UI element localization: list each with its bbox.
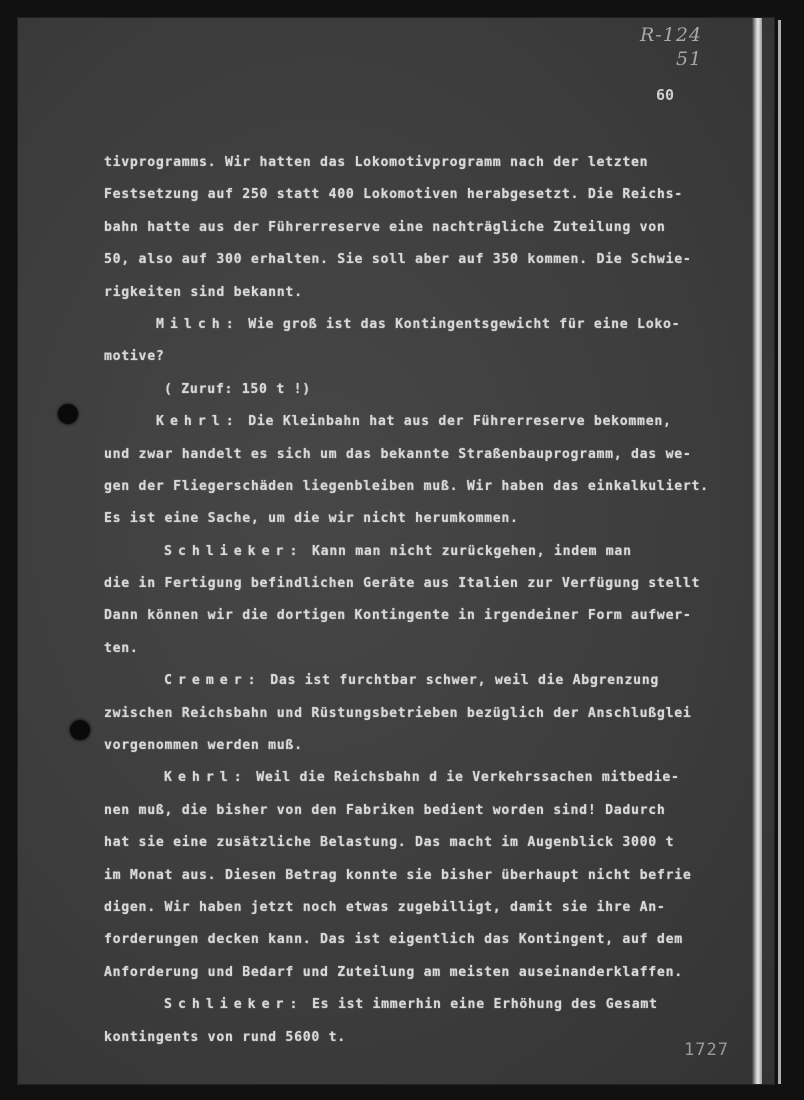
document-stamp-number: 1727 xyxy=(684,1040,729,1060)
text-line: Dann können wir die dortigen Kontingente in irgendeiner Form aufwer- xyxy=(104,608,692,624)
text-line: digen. Wir haben jetzt noch etwas zugebilligt, damit sie ihre An- xyxy=(104,899,666,915)
speaker-name: Kehrl: xyxy=(164,770,248,786)
speaker-name: Schlieker: xyxy=(164,543,304,559)
interjection: ( Zuruf: 150 t !) xyxy=(164,381,311,397)
speaker-name: Schlieker: xyxy=(164,997,304,1013)
text-line: Es ist eine Sache, um die wir nicht herumkommen. xyxy=(104,511,519,527)
text-line: kontingents von rund 5600 t. xyxy=(104,1029,346,1045)
transcript-body xyxy=(104,147,744,1054)
text-line: die in Fertigung befindlichen Geräte aus Italien zur Verfügung stellt xyxy=(104,576,701,592)
text-line: rigkeiten sind bekannt. xyxy=(104,284,303,300)
punch-hole-top xyxy=(58,404,78,424)
text-line: nen muß, die bisher von den Fabriken bedient worden sind! Dadurch xyxy=(104,802,666,818)
text-line: und zwar handelt es sich um das bekannte Straßenbauprogramm, das we- xyxy=(104,446,692,462)
text-line: zwischen Reichsbahn und Rüstungsbetrieben bezüglich der Anschlußglei xyxy=(104,705,692,721)
speech-line: Kehrl: Die Kleinbahn hat aus der Führerreserve bekommen, xyxy=(156,414,672,430)
speech-line: Kehrl: Weil die Reichsbahn d ie Verkehrssachen mitbedie- xyxy=(164,770,680,786)
text-line: 50, also auf 300 erhalten. Sie soll aber auf 350 kommen. Die Schwie- xyxy=(104,252,692,268)
speaker-name: Kehrl: xyxy=(156,414,240,430)
text-line: Festsetzung auf 250 statt 400 Lokomotiven herabgesetzt. Die Reichs- xyxy=(104,187,683,203)
text-line: forderungen decken kann. Das ist eigentlich das Kontingent, auf dem xyxy=(104,932,683,948)
text-line: im Monat aus. Diesen Betrag konnte sie bisher überhaupt nicht befrie xyxy=(104,867,692,883)
speech-line: Schlieker: Es ist immerhin eine Erhöhung des Gesamt xyxy=(164,997,658,1013)
edge-line xyxy=(778,20,781,1084)
page-number: 60 xyxy=(656,86,675,104)
text-line: gen der Fliegerschäden liegenbleiben muß. Wir haben das einkalkuliert. xyxy=(104,478,709,494)
speech-line: Schlieker: Kann man nicht zurückgehen, indem man xyxy=(164,543,632,559)
text-line: bahn hatte aus der Führerreserve eine nachträgliche Zuteilung von xyxy=(104,219,666,235)
archive-reference: R-124 xyxy=(640,24,702,46)
text-line: ten. xyxy=(104,640,139,656)
speech-line: Milch: Wie groß ist das Kontingentsgewicht für eine Loko- xyxy=(156,316,681,332)
archive-subnumber: 51 xyxy=(676,48,703,70)
speech-line: Cremer: Das ist furchtbar schwer, weil die Abgrenzung xyxy=(164,673,659,689)
speaker-name: Cremer: xyxy=(164,673,262,689)
text-line: vorgenommen werden muß. xyxy=(104,738,303,754)
text-line: motive? xyxy=(104,349,165,365)
speaker-name: Milch: xyxy=(156,316,240,332)
punch-hole-bottom xyxy=(70,720,90,740)
text-line: Anforderung und Bedarf und Zuteilung am meisten auseinanderklaffen. xyxy=(104,964,683,980)
text-line: hat sie eine zusätzliche Belastung. Das macht im Augenblick 3000 t xyxy=(104,835,675,851)
text-line: tivprogramms. Wir hatten das Lokomotivprogramm nach der letzten xyxy=(104,155,649,170)
page-edge xyxy=(752,18,762,1084)
